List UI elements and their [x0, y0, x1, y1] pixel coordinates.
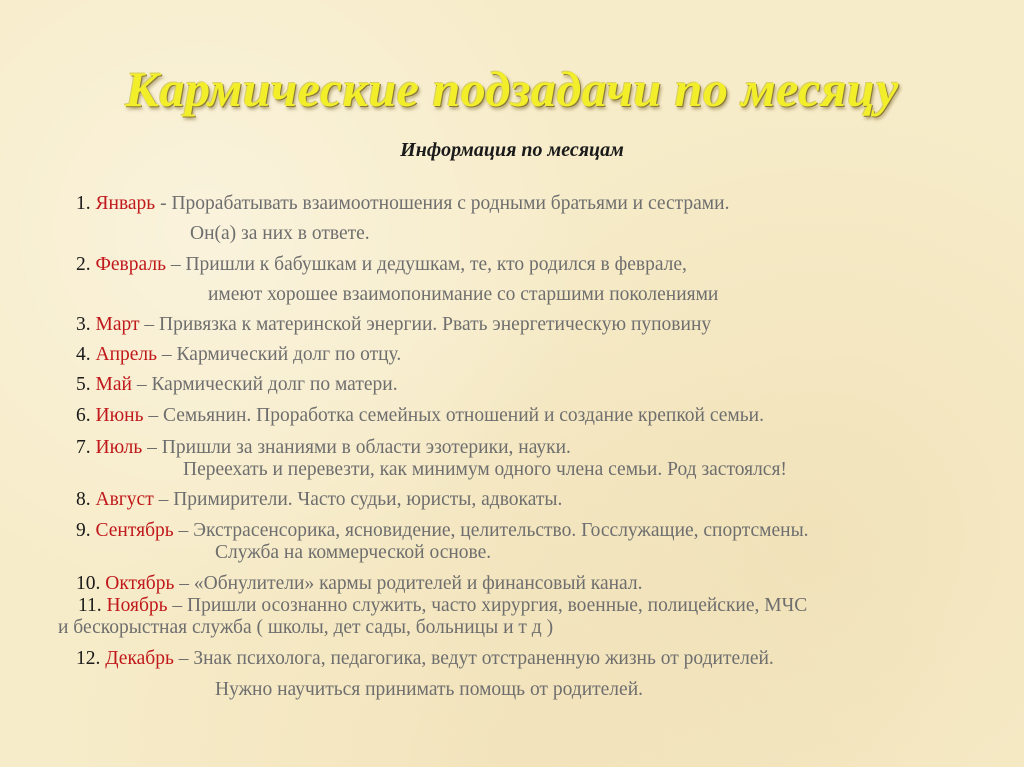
- item-text: Семьянин. Проработка семейных отношений и создание крепкой семьи.: [162, 405, 764, 426]
- item-text: Знак психолога, педагогика, ведут отстраненную жизнь от родителей.: [193, 648, 774, 669]
- list-item-april: 4. Апрель – Кармический долг по отцу.: [76, 344, 402, 365]
- item-text: «Обнулители» кармы родителей и финансовый канал.: [193, 573, 643, 594]
- month-name: Июль: [95, 437, 143, 458]
- month-name: Февраль: [95, 254, 166, 275]
- month-name: Апрель: [95, 344, 158, 365]
- item-text: Экстрасенсорика, ясновидение, целительство. Госслужащие, спортсмены.: [193, 520, 809, 541]
- slide-subtitle: Информация по месяцам: [400, 139, 624, 161]
- list-item-february: 2. Февраль – Пришли к бабушкам и дедушкам, те, кто родился в феврале,: [76, 254, 687, 275]
- list-item-february-continuation: имеют хорошее взаимопонимание со старшими поколениями: [208, 284, 719, 305]
- list-item-january-continuation: Он(а) за них в ответе.: [190, 223, 370, 244]
- item-text: Пришли за знаниями в области эзотерики, науки.: [161, 437, 571, 458]
- list-item-december-continuation: Нужно научиться принимать помощь от родителей.: [215, 679, 644, 700]
- item-text: Прорабатывать взаимоотношения с родными братьями и сестрами.: [171, 193, 730, 214]
- list-item-july: 7. Июль – Пришли за знаниями в области эзотерики, науки.: [76, 437, 571, 458]
- list-item-september: 9. Сентябрь – Экстрасенсорика, ясновидение, целительство. Госслужащие, спортсмены.: [76, 520, 809, 541]
- month-name: Август: [95, 489, 154, 510]
- month-name: Декабрь: [105, 648, 174, 669]
- month-name: Сентябрь: [95, 520, 174, 541]
- list-item-march: 3. Март – Привязка к материнской энергии. Рвать энергетическую пуповину: [76, 314, 712, 335]
- item-text: Кармический долг по отцу.: [176, 344, 402, 365]
- list-item-september-continuation: Служба на коммерческой основе.: [215, 542, 492, 563]
- month-name: Май: [95, 374, 132, 395]
- month-name: Октябрь: [105, 573, 175, 594]
- month-name: Январь: [95, 193, 156, 214]
- month-name: Июнь: [95, 405, 144, 426]
- list-item-january: 1. Январь - Прорабатывать взаимоотношения с родными братьями и сестрами.: [76, 193, 730, 214]
- list-item-december: 12. Декабрь – Знак психолога, педагогика, ведут отстраненную жизнь от родителей.: [76, 648, 774, 669]
- list-item-november: 11. Ноябрь – Пришли осознанно служить, часто хирургия, военные, полицейские, МЧС: [78, 595, 808, 616]
- month-name: Март: [95, 314, 140, 335]
- item-text: Пришли к бабушкам и дедушкам, те, кто родился в феврале,: [185, 254, 687, 275]
- list-item-july-continuation: Переехать и перевезти, как минимум одного члена семьи. Род застоялся!: [183, 459, 787, 480]
- item-text: Привязка к материнской энергии. Рвать энергетическую пуповину: [159, 314, 712, 335]
- list-item-october: 10. Октябрь – «Обнулители» кармы родителей и финансовый канал.: [76, 573, 643, 594]
- item-text: Кармический долг по матери.: [151, 374, 398, 395]
- list-item-may: 5. Май – Кармический долг по матери.: [76, 374, 398, 395]
- list-item-august: 8. Август – Примирители. Часто судьи, юристы, адвокаты.: [76, 489, 563, 510]
- month-name: Ноябрь: [106, 595, 168, 616]
- item-text: Примирители. Часто судьи, юристы, адвокаты.: [173, 489, 563, 510]
- slide-title: Кармические подзадачи по месяцу: [125, 61, 899, 117]
- list-item-november-continuation: и бескорыстная служба ( школы, дет сады, больницы и т д ): [58, 617, 554, 638]
- item-text: Пришли осознанно служить, часто хирургия, военные, полицейские, МЧС: [187, 595, 808, 616]
- list-item-june: 6. Июнь – Семьянин. Проработка семейных отношений и создание крепкой семьи.: [76, 405, 764, 426]
